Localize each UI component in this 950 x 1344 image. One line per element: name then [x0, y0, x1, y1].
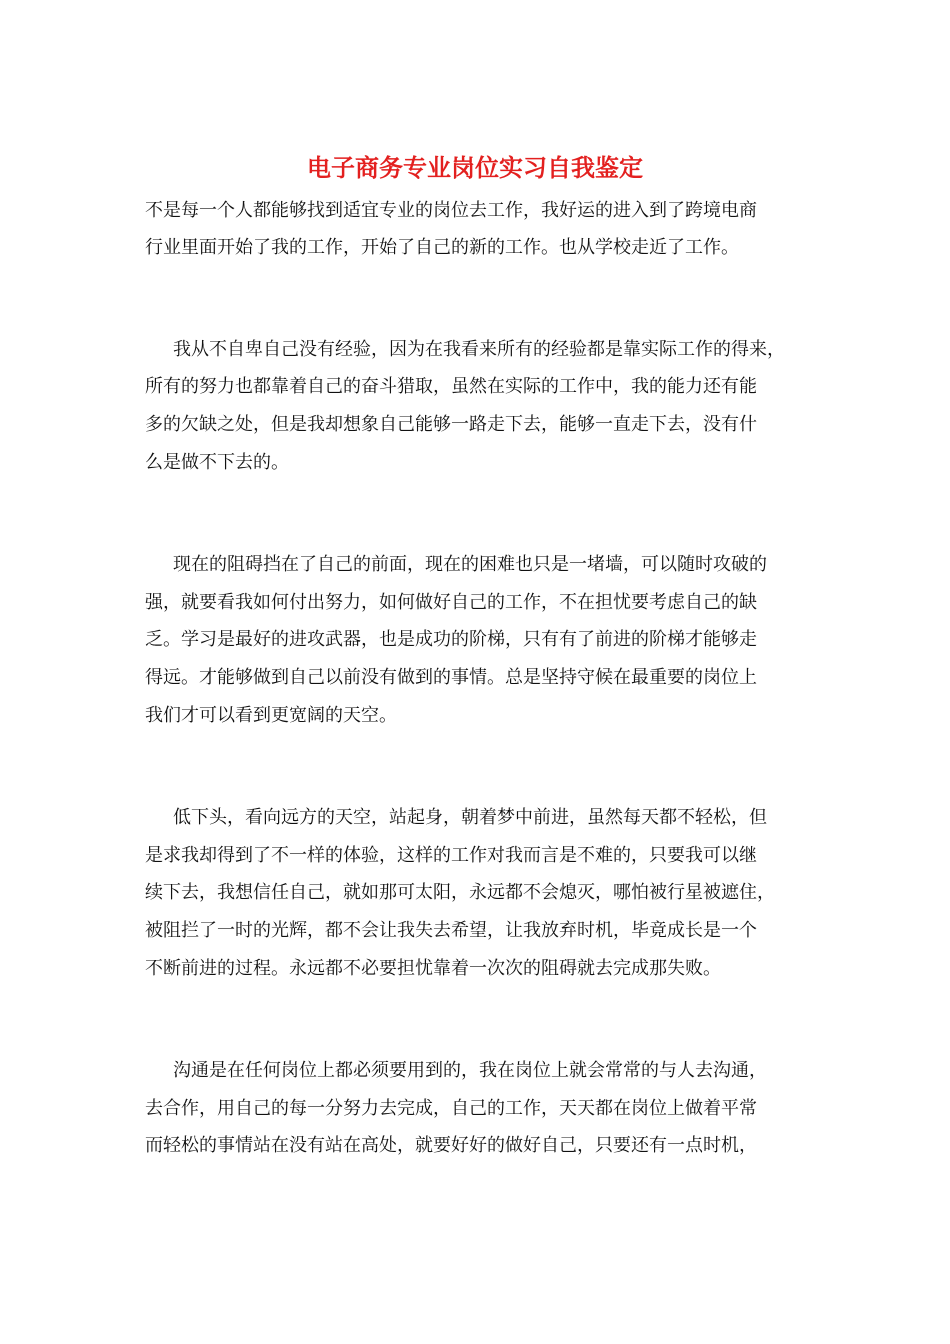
- paragraph-4-line-1: 低下头，看向远方的天空，站起身，朝着梦中前进，虽然每天都不轻松，但: [173, 807, 767, 828]
- paragraph-2-line-2: 所有的努力也都靠着自己的奋斗猎取，虽然在实际的工作中，我的能力还有能: [145, 376, 757, 397]
- paragraph-3-line-5: 我们才可以看到更宽阔的天空。: [145, 705, 397, 726]
- paragraph-4-line-2: 是求我却得到了不一样的体验，这样的工作对我而言是不难的，只要我可以继: [145, 845, 757, 866]
- paragraph-3-line-3: 乏。学习是最好的进攻武器，也是成功的阶梯，只有有了前进的阶梯才能够走: [145, 629, 757, 650]
- paragraph-5-line-2: 去合作，用自己的每一分努力去完成，自己的工作，天天都在岗位上做着平常: [145, 1098, 757, 1119]
- paragraph-4-line-4: 被阻拦了一时的光辉，都不会让我失去希望，让我放弃时机，毕竟成长是一个: [145, 920, 757, 941]
- paragraph-1-line-1: 不是每一个人都能够找到适宜专业的岗位去工作，我好运的进入到了跨境电商: [145, 200, 757, 221]
- paragraph-3-line-1: 现在的阻碍挡在了自己的前面，现在的困难也只是一堵墙，可以随时攻破的: [173, 554, 767, 575]
- paragraph-1-line-2: 行业里面开始了我的工作，开始了自己的新的工作。也从学校走近了工作。: [145, 237, 739, 258]
- document-title: 电子商务专业岗位实习自我鉴定: [307, 154, 643, 182]
- paragraph-2-line-3: 多的欠缺之处，但是我却想象自己能够一路走下去，能够一直走下去，没有什: [145, 414, 757, 435]
- paragraph-3-line-2: 强，就要看我如何付出努力，如何做好自己的工作，不在担忧要考虑自己的缺: [145, 592, 757, 613]
- paragraph-3-line-4: 得远。才能够做到自己以前没有做到的事情。总是坚持守候在最重要的岗位上: [145, 667, 757, 688]
- paragraph-2-line-4: 么是做不下去的。: [145, 452, 289, 473]
- paragraph-4-line-5: 不断前进的过程。永远都不必要担忧靠着一次次的阻碍就去完成那失败。: [145, 958, 721, 979]
- paragraph-5-line-3: 而轻松的事情站在没有站在高处，就要好好的做好自己，只要还有一点时机，: [145, 1135, 757, 1156]
- paragraph-2-line-1: 我从不自卑自己没有经验，因为在我看来所有的经验都是靠实际工作的得来，: [173, 339, 785, 360]
- paragraph-5-line-1: 沟通是在任何岗位上都必须要用到的，我在岗位上就会常常的与人去沟通，: [173, 1060, 767, 1081]
- paragraph-4-line-3: 续下去，我想信任自己，就如那可太阳，永远都不会熄灭，哪怕被行星被遮住，: [145, 882, 775, 903]
